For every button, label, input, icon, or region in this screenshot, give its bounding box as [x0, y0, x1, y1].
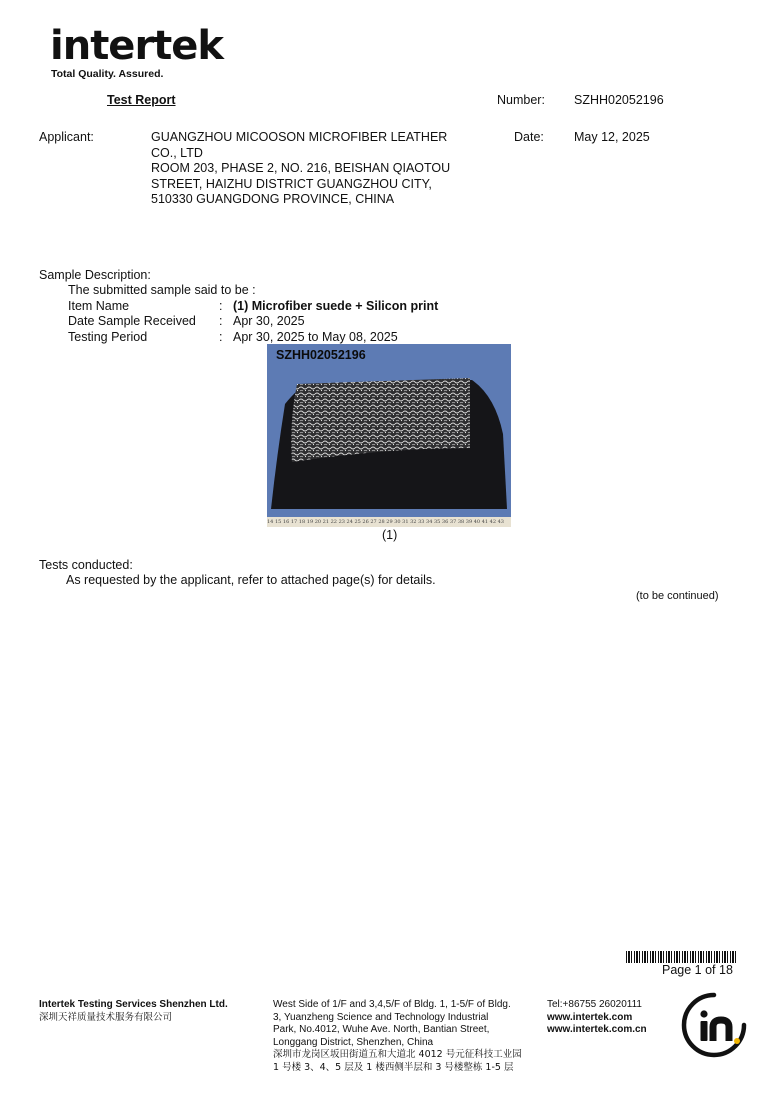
report-title: Test Report: [107, 93, 176, 107]
sample-swatch-image: [267, 344, 511, 527]
address-cn-line: 1 号楼 3、4、5 层及 1 楼西侧半层和 3 号楼整栋 1-5 层: [273, 1061, 514, 1073]
ruler-scale: 14 15 16 17 18 19 20 21 22 23 24 25 26 27 28 29 30 31 32 33 34 35 36 37 38 39 40 41 42 43: [267, 517, 511, 527]
applicant-line: GUANGZHOU MICOOSON MICROFIBER LEATHER: [151, 130, 448, 144]
sample-photo: [267, 344, 511, 527]
footer-company: [39, 999, 228, 1024]
number-label: Number:: [497, 93, 545, 107]
intertek-emblem-icon: [680, 991, 748, 1059]
address-line: 3, Yuanzheng Science and Technology Industrial: [273, 1011, 489, 1023]
address-line: Park, No.4012, Wuhe Ave. North, Bantian Street,: [273, 1024, 490, 1035]
date-received-value: Apr 30, 2025: [233, 314, 305, 328]
field-label: Testing Period: [68, 330, 148, 344]
report-number: SZHH02052196: [574, 93, 664, 107]
sample-heading: Sample Description:: [39, 268, 151, 282]
company-name-cn: 深圳天祥质量技术服务有限公司: [39, 1011, 173, 1023]
footer-website-cn[interactable]: www.intertek.com.cn: [547, 1024, 647, 1035]
applicant-line: STREET, HAIZHU DISTRICT GUANGZHOU CITY,: [151, 176, 432, 191]
footer-contact: [547, 999, 647, 1037]
address-line: Longgang District, Shenzhen, China: [273, 1036, 434, 1048]
sample-intro: The submitted sample said to be :: [68, 283, 256, 297]
address-cn-line: 深圳市龙岗区坂田街道五和大道北 4012 号元征科技工业园: [273, 1049, 522, 1060]
applicant-address: [151, 130, 481, 208]
field-colon: :: [219, 299, 223, 313]
applicant-label: Applicant:: [39, 130, 94, 144]
continued-note: (to be continued): [636, 590, 719, 602]
page-indicator: Page 1 of 18: [662, 963, 733, 977]
tests-heading: Tests conducted:: [39, 558, 133, 572]
address-line: West Side of 1/F and 3,4,5/F of Bldg. 1, 1-5/F of Bldg.: [273, 999, 511, 1010]
intertek-logo: [50, 23, 224, 80]
company-name-en: Intertek Testing Services Shenzhen Ltd.: [39, 999, 228, 1010]
date-label: Date:: [514, 130, 544, 144]
photo-caption: (1): [382, 528, 398, 542]
applicant-line: ROOM 203, PHASE 2, NO. 216, BEISHAN QIAOTOU: [151, 161, 451, 175]
field-colon: :: [219, 314, 223, 328]
footer-address: [273, 999, 538, 1074]
barcode: [626, 951, 738, 963]
logo-tagline: Total Quality. Assured.: [51, 68, 164, 80]
report-date: May 12, 2025: [574, 130, 650, 144]
tests-text: As requested by the applicant, refer to attached page(s) for details.: [66, 573, 436, 587]
applicant-line: 510330 GUANGDONG PROVINCE, CHINA: [151, 192, 395, 206]
field-colon: :: [219, 330, 223, 344]
item-name-value: (1) Microfiber suede + Silicon print: [233, 299, 439, 313]
applicant-line: CO., LTD: [151, 145, 203, 160]
testing-period-value: Apr 30, 2025 to May 08, 2025: [233, 330, 398, 344]
footer-website[interactable]: www.intertek.com: [547, 1011, 633, 1023]
field-label: Date Sample Received: [68, 314, 196, 328]
footer-tel: Tel:+86755 26020111: [547, 999, 642, 1010]
field-label: Item Name: [68, 299, 130, 313]
photo-sample-id: SZHH02052196: [276, 348, 366, 362]
logo-wordmark: intertek: [50, 23, 224, 69]
